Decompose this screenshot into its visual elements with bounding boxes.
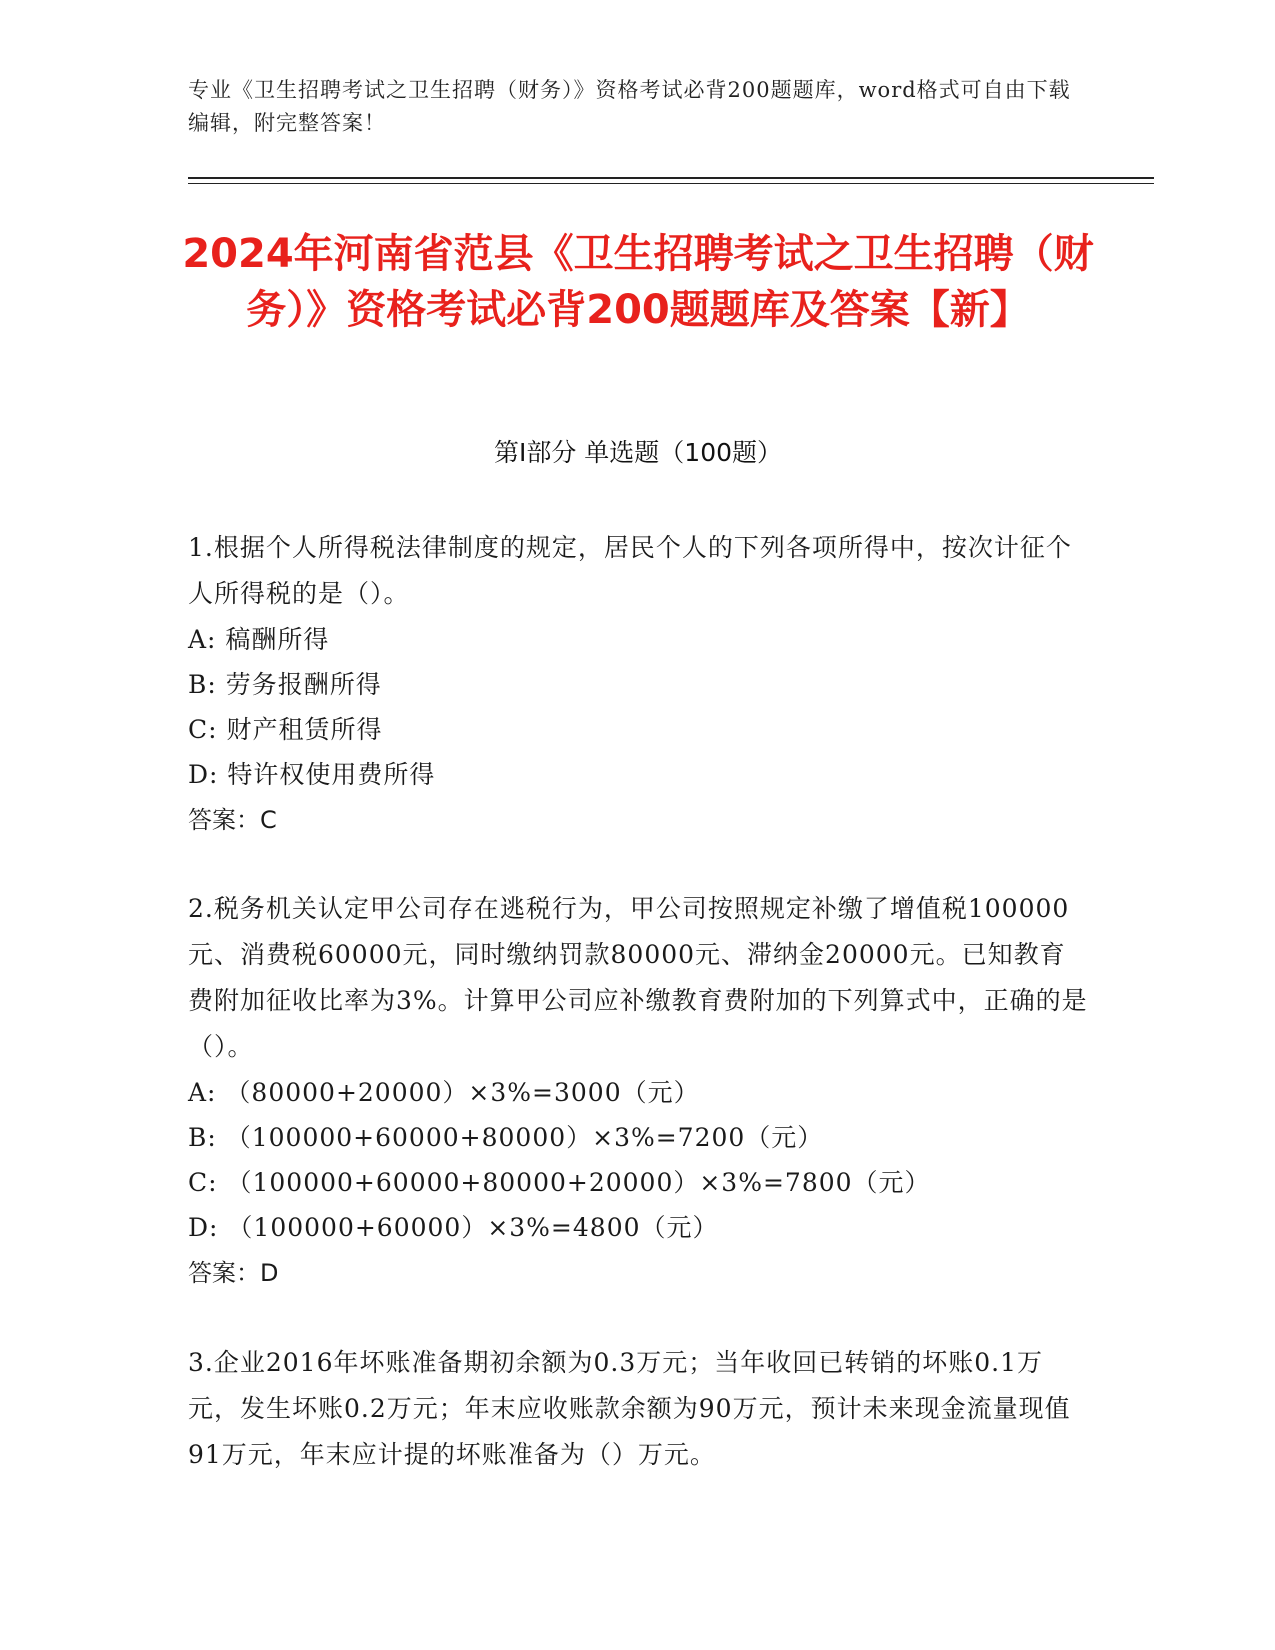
option-c: C: （100000+60000+80000+20000）×3%=7800（元） <box>188 1168 931 1197</box>
answer: 答案：C <box>188 806 277 834</box>
document-title: 2024年河南省范县《卫生招聘考试之卫生招聘（财务）》资格考试必背200题题库及答案【新】 <box>182 231 1094 333</box>
question-1 <box>188 525 1088 843</box>
question-2 <box>188 886 1088 1296</box>
question-stem: 1.根据个人所得税法律制度的规定，居民个人的下列各项所得中，按次计征个人所得税的是（）。 <box>188 533 1072 608</box>
option-d: D: 特许权使用费所得 <box>188 760 436 789</box>
option-a: A: 稿酬所得 <box>188 625 330 654</box>
option-b: B: 劳务报酬所得 <box>188 670 382 699</box>
option-d: D: （100000+60000）×3%=4800（元） <box>188 1213 719 1242</box>
question-3 <box>188 1340 1088 1478</box>
question-stem: 3.企业2016年坏账准备期初余额为0.3万元；当年收回已转销的坏账0.1万元，发生坏账0.2万元；年末应收账款余额为90万元，预计未来现金流量现值91万元，年末应计提的坏账准备为（）万元。 <box>188 1348 1071 1469</box>
option-b: B: （100000+60000+80000）×3%=7200（元） <box>188 1123 824 1152</box>
section-title: 第Ⅰ部分 单选题（100题） <box>493 438 783 467</box>
header-divider-thick <box>188 177 1154 179</box>
header-note: 专业《卫生招聘考试之卫生招聘（财务）》资格考试必背200题题库，word格式可自由下载编辑，附完整答案！ <box>188 78 1071 135</box>
option-a: A: （80000+20000）×3%=3000（元） <box>188 1078 700 1107</box>
option-c: C: 财产租赁所得 <box>188 715 383 744</box>
header-divider-thin <box>188 183 1154 184</box>
question-stem: 2.税务机关认定甲公司存在逃税行为，甲公司按照规定补缴了增值税100000元、消费税60000元，同时缴纳罚款80000元、滞纳金20000元。已知教育费附加征收比率为3%。计算甲公司应补缴教育费附加的下列算式中，正确的是（）。 <box>188 894 1088 1061</box>
answer: 答案：D <box>188 1259 279 1287</box>
